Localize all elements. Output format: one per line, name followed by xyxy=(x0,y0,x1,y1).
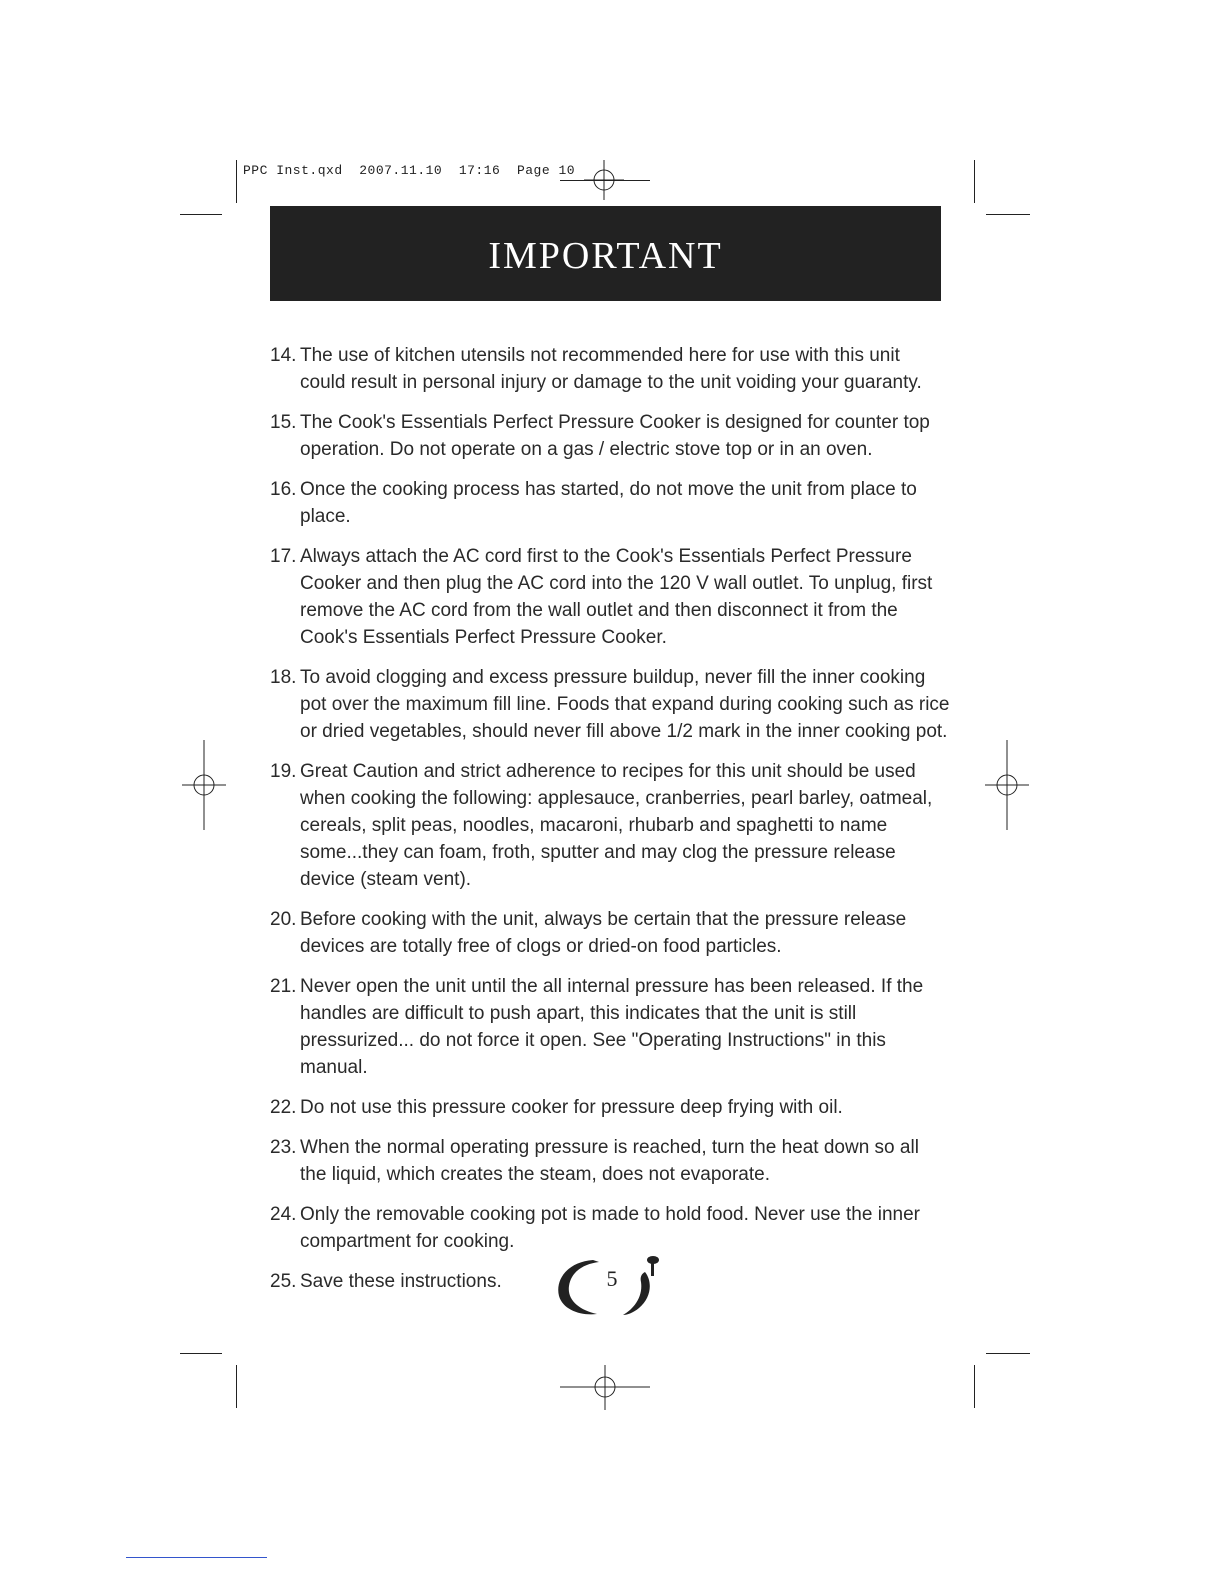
item-number: 17. xyxy=(270,546,297,567)
crop-mark-tl-h xyxy=(180,214,222,215)
item-number: 14. xyxy=(270,345,297,366)
item-number: 20. xyxy=(270,909,297,930)
crop-mark-tr-h xyxy=(986,214,1030,215)
item-text: When the normal operating pressure is reached, turn the heat down so all the liquid, which creates the steam, does not evaporate. xyxy=(300,1137,919,1185)
registration-mark-icon xyxy=(584,160,624,200)
item-number: 21. xyxy=(270,976,297,997)
list-item xyxy=(270,906,950,960)
list-item xyxy=(270,1134,950,1188)
item-text: Never open the unit until the all internal pressure has been released. If the handles are difficult to push apart, this indicates that the unit is still pressurized... do not force it open. See "Operating Instructions" in this manual. xyxy=(300,976,924,1078)
item-text: Do not use this pressure cooker for pressure deep frying with oil. xyxy=(300,1097,843,1118)
item-text: Save these instructions. xyxy=(300,1271,502,1292)
item-text: Always attach the AC cord first to the Cook's Essentials Perfect Pressure Cooker and then plug the AC cord into the 120 V wall outlet. To unplug, first remove the AC cord from the wall outlet and then disconnect it from the Cook's Essentials Perfect Pressure Cooker. xyxy=(300,546,933,648)
print-slug: PPC Inst.qxd 2007.11.10 17:16 Page 10 xyxy=(243,163,576,178)
item-number: 23. xyxy=(270,1137,297,1158)
item-number: 22. xyxy=(270,1097,297,1118)
registration-mark-icon xyxy=(985,740,1029,830)
item-number: 15. xyxy=(270,412,297,433)
item-number: 24. xyxy=(270,1204,297,1225)
item-text: Before cooking with the unit, always be certain that the pressure release devices are totally free of clogs or dried-on food particles. xyxy=(300,909,907,957)
list-item xyxy=(270,409,950,463)
item-number: 25. xyxy=(270,1271,297,1292)
item-text: To avoid clogging and excess pressure buildup, never fill the inner cooking pot over the maximum fill line. Foods that expand during cooking such as rice or dried vegetables, should never fill above 1/2 mark in the inner cooking pot. xyxy=(300,667,950,742)
list-item xyxy=(270,1094,950,1121)
registration-mark-icon xyxy=(182,740,226,830)
crop-mark-bl-h xyxy=(180,1353,222,1354)
item-text: Only the removable cooking pot is made to hold food. Never use the inner compartment for cooking. xyxy=(300,1204,920,1252)
crop-mark-br-v xyxy=(974,1365,975,1408)
list-item xyxy=(270,476,950,530)
crop-mark-tr-v xyxy=(974,160,975,203)
crop-mark-br-h xyxy=(986,1353,1030,1354)
list-item xyxy=(270,342,950,396)
registration-mark-icon xyxy=(560,1365,650,1410)
item-text: Great Caution and strict adherence to recipes for this unit should be used when cooking the following: applesauce, cranberries, pearl barley, oatmeal, cereals, split peas, noodles, macaroni, rhubarb and spaghetti to name some...they can foam, froth, sputter and may clog the pressure release device (steam vent). xyxy=(300,761,933,890)
page-title: IMPORTANT xyxy=(488,234,723,277)
list-item xyxy=(270,973,950,1081)
item-number: 18. xyxy=(270,667,297,688)
important-banner xyxy=(270,206,941,301)
list-item xyxy=(270,664,950,745)
divider xyxy=(126,1557,267,1558)
page-number: 5 xyxy=(606,1266,618,1291)
item-number: 16. xyxy=(270,479,297,500)
safety-instructions-list xyxy=(270,342,950,1308)
item-text: The use of kitchen utensils not recommended here for use with this unit could result in personal injury or damage to the unit voiding your guaranty. xyxy=(300,345,922,393)
crop-mark-tl-v xyxy=(236,160,237,203)
list-item xyxy=(270,758,950,893)
item-text: The Cook's Essentials Perfect Pressure Cooker is designed for counter top operation. Do not operate on a gas / electric stove top or in an oven. xyxy=(300,412,930,460)
item-text: Once the cooking process has started, do not move the unit from place to place. xyxy=(300,479,917,527)
crop-mark-bl-v xyxy=(236,1365,237,1408)
list-item xyxy=(270,1201,950,1255)
list-item xyxy=(270,543,950,651)
item-number: 19. xyxy=(270,761,297,782)
